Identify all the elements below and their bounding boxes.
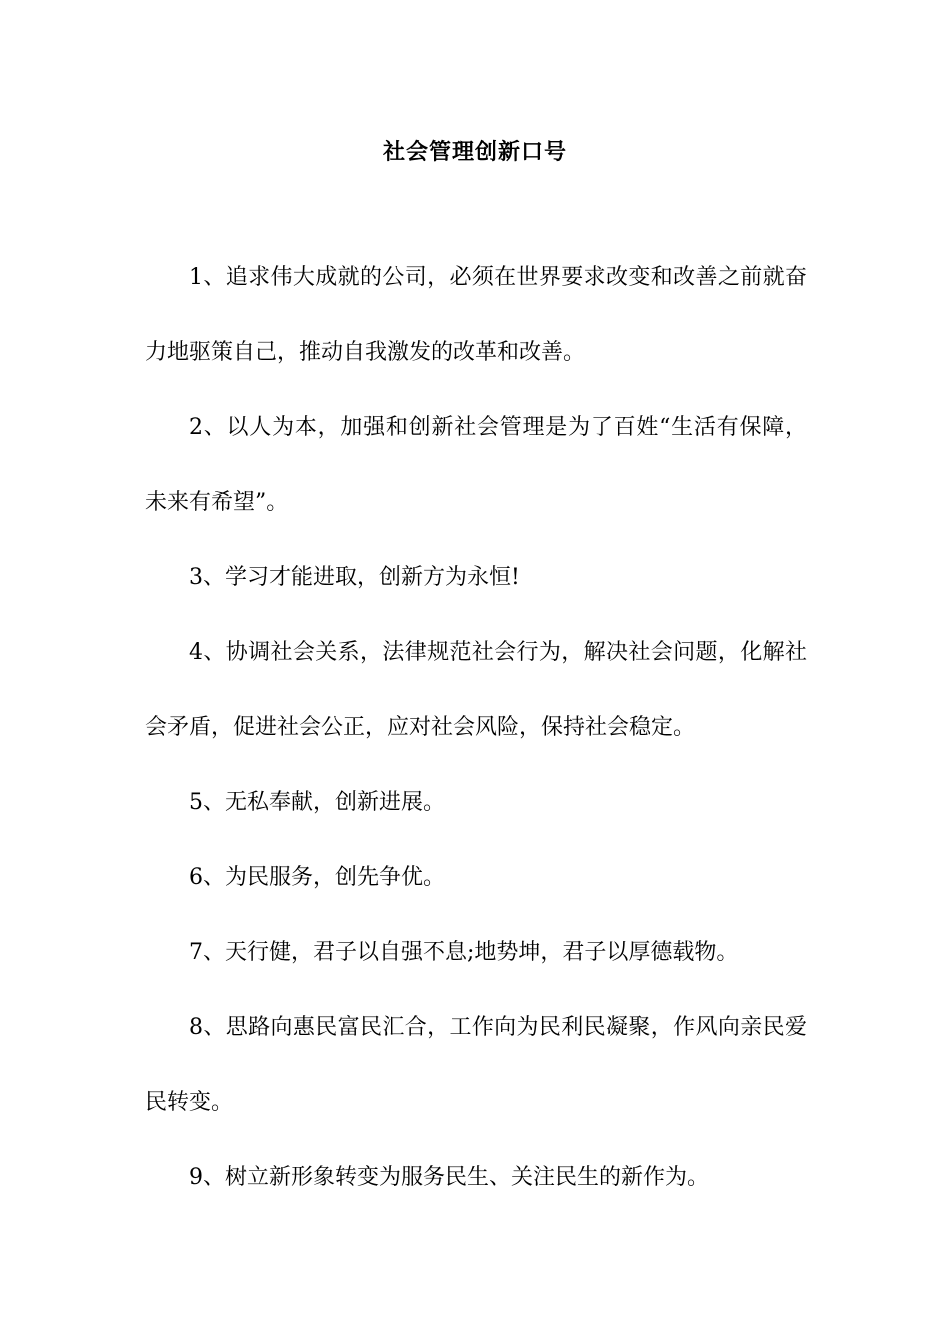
- paragraph-9: 9、树立新形象转变为服务民生、关注民生的新作为。: [189, 1165, 709, 1190]
- document-title: 社会管理创新口号: [382, 139, 567, 165]
- document-body: [145, 240, 807, 1215]
- paragraph-3: 3、学习才能进取，创新方为永恒!: [189, 565, 520, 590]
- paragraph-6: 6、为民服务，创先争优。: [189, 865, 445, 890]
- paragraph-1: 1、追求伟大成就的公司，必须在世界要求改变和改善之前就奋力地驱策自己，推动自我激发的改革和改善。: [145, 265, 807, 365]
- paragraph-4: 4、协调社会关系，法律规范社会行为，解决社会问题，化解社会矛盾，促进社会公正，应对社会风险，保持社会稳定。: [145, 640, 807, 740]
- paragraph-7: 7、天行健，君子以自强不息;地势坤，君子以厚德载物。: [189, 940, 739, 965]
- paragraph-5: 5、无私奉献，创新进展。: [189, 790, 445, 815]
- paragraph-8: 8、思路向惠民富民汇合，工作向为民利民凝聚，作风向亲民爱民转变。: [145, 1015, 807, 1115]
- paragraph-2: 2、以人为本，加强和创新社会管理是为了百姓“生活有保障，未来有希望”。: [145, 415, 807, 515]
